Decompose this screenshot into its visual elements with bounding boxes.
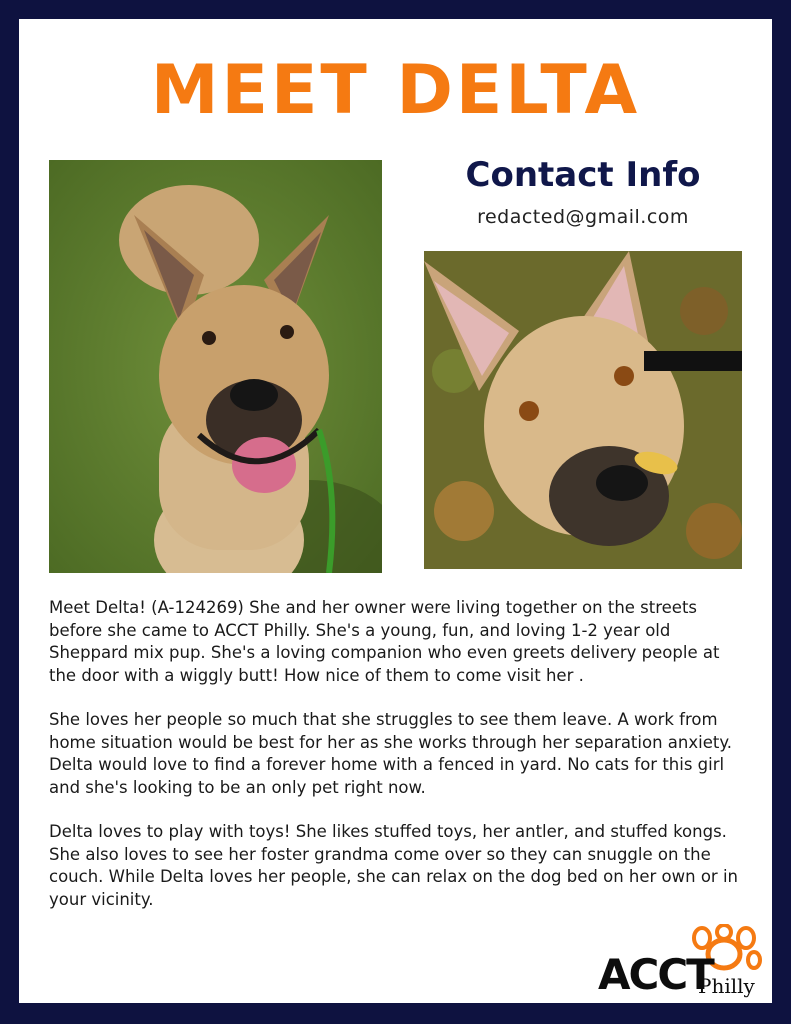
description-paragraph-1: Meet Delta! (A-124269) She and her owner were living together on the streets before she came to ACCT Philly. She's a young, fun, and loving 1-2 year old Sheppard mix pup. She's a loving companion who even greets delivery people at the door with a wiggly butt! How nice of them to come visit her . xyxy=(49,598,720,685)
description-paragraph-3: Delta loves to play with toys! She likes stuffed toys, her antler, and stuffed kongs. She also loves to see her foster grandma come over so they can snuggle on the couch. While Delta loves her people, she can relax on the dog bed on her own or in your vicinity. xyxy=(49,822,738,909)
flyer-sheet xyxy=(19,19,772,1003)
logo-main-text: ACCT xyxy=(598,950,713,999)
logo-sub-text: Philly xyxy=(698,974,755,998)
contact-heading: Contact Info xyxy=(465,155,701,195)
contact-email: redacted@gmail.com xyxy=(477,206,689,228)
description xyxy=(49,597,749,933)
page-title: MEET DELTA xyxy=(150,51,641,130)
dog-photo-leaves xyxy=(424,251,742,569)
acct-philly-logo xyxy=(594,924,764,999)
dog-photo-grass xyxy=(49,160,382,573)
description-paragraph-2: She loves her people so much that she struggles to see them leave. A work from home situation would be best for her as she works through her separation anxiety. Delta would love to find a forever home with a fenced in yard. No cats for this girl and she's looking to be an only pet right now. xyxy=(49,710,732,797)
